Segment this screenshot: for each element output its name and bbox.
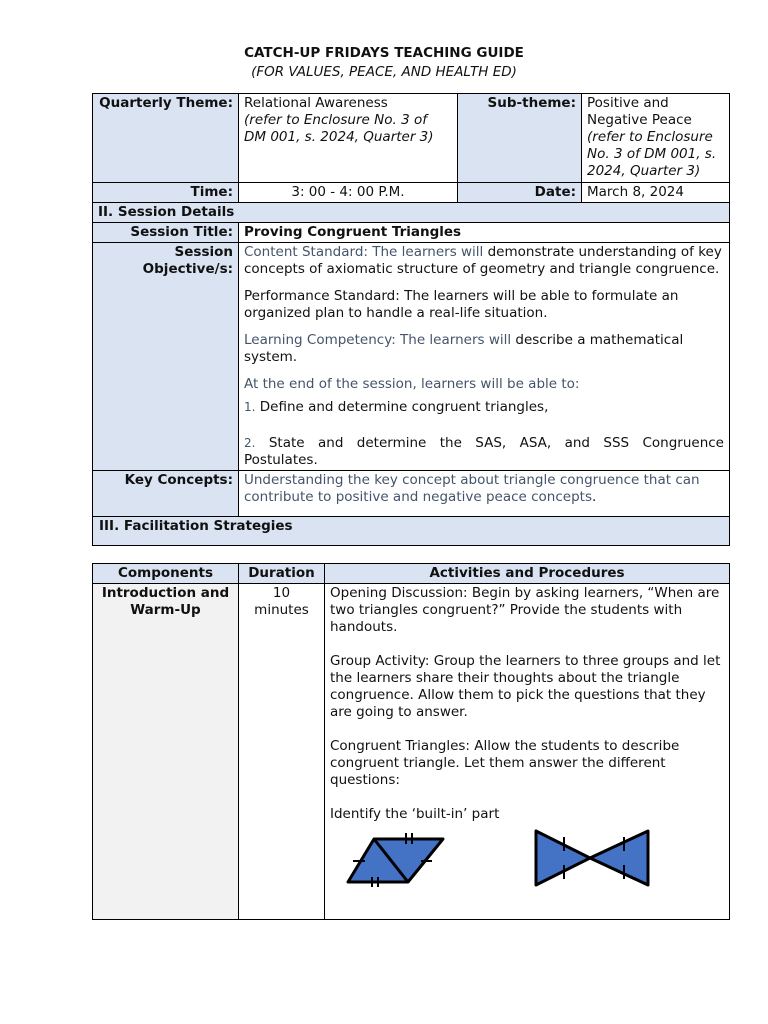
content-standard-prefix: Content Standard: The learners will bbox=[244, 244, 484, 260]
end-of-session-intro: At the end of the session, learners will be able to: bbox=[244, 376, 580, 392]
identify-built-in-part: Identify the ‘built-in’ part bbox=[330, 806, 500, 822]
intro-warmup-duration: 10 minutes bbox=[239, 584, 325, 920]
quarterly-theme-ref: (refer to Enclosure No. 3 of DM 001, s. 2024, Quarter 3) bbox=[244, 112, 434, 145]
time-value: 3: 00 - 4: 00 P.M. bbox=[239, 183, 458, 203]
objective-2-number: 2. bbox=[244, 436, 256, 450]
intro-warmup-activities bbox=[325, 584, 730, 920]
objective-item-2 bbox=[244, 435, 724, 452]
facilitation-heading: III. Facilitation Strategies bbox=[93, 517, 730, 546]
parallelogram-triangles-figure bbox=[338, 827, 478, 887]
key-concepts-value: Understanding the key concept about triangle congruence that can contribute to positive and negative peace concepts bbox=[244, 472, 700, 505]
key-concepts-cell bbox=[239, 471, 730, 517]
content-standard bbox=[244, 244, 724, 278]
session-title-value: Proving Congruent Triangles bbox=[239, 223, 730, 243]
time-label: Time: bbox=[93, 183, 239, 203]
col-header-duration: Duration bbox=[239, 564, 325, 584]
session-table bbox=[92, 93, 730, 546]
guide-subtitle: (FOR VALUES, PEACE, AND HEALTH ED) bbox=[251, 64, 517, 80]
objective-item-1 bbox=[244, 399, 724, 416]
sub-theme-value: Positive and Negative Peace bbox=[587, 95, 692, 128]
key-concepts-label: Key Concepts: bbox=[93, 471, 239, 517]
bowtie-triangles-figure bbox=[530, 825, 660, 889]
session-title-label: Session Title: bbox=[93, 223, 239, 243]
quarterly-theme-cell bbox=[239, 94, 458, 183]
session-details-heading: II. Session Details bbox=[93, 203, 730, 223]
sub-theme-label: Sub-theme: bbox=[458, 94, 582, 183]
objective-1-text: Define and determine congruent triangles, bbox=[255, 399, 549, 415]
col-header-components: Components bbox=[93, 564, 239, 584]
triangle-figures bbox=[330, 823, 724, 893]
learning-competency bbox=[244, 332, 724, 366]
group-activity: Group Activity: Group the learners to three groups and let the learners share their thoughts about the triangle congruence. Allow them to pick the questions that they are going to answer. bbox=[330, 653, 721, 720]
col-header-activities: Activities and Procedures bbox=[325, 564, 730, 584]
facilitation-table bbox=[92, 563, 730, 920]
opening-discussion: Opening Discussion: Begin by asking learners, “When are two triangles congruent?” Provide the students with handouts. bbox=[330, 585, 720, 635]
performance-standard: Performance Standard: The learners will be able to formulate an organized plan to handle a real-life situation. bbox=[244, 288, 679, 321]
sub-theme-cell bbox=[582, 94, 730, 183]
learning-competency-prefix: Learning Competency: The learners will bbox=[244, 332, 512, 348]
objective-1-number: 1. bbox=[244, 400, 256, 414]
content-standard-text: demonstrate understanding of key concepts of axiomatic structure of geometry and triangle congruence. bbox=[244, 244, 722, 277]
learning-competency-text: describe a mathematical system. bbox=[244, 332, 684, 365]
session-objectives-cell bbox=[239, 243, 730, 471]
date-value: March 8, 2024 bbox=[582, 183, 730, 203]
date-label: Date: bbox=[458, 183, 582, 203]
objective-2-text: State and determine the SAS, ASA, and SSS Congruence bbox=[255, 435, 724, 451]
intro-warmup-component: Introduction and Warm-Up bbox=[93, 584, 239, 920]
quarterly-theme-label: Quarterly Theme: bbox=[93, 94, 239, 183]
key-concepts-period: . bbox=[592, 489, 597, 505]
right-triangle-shape bbox=[590, 831, 648, 885]
objective-2-continued: Postulates. bbox=[244, 452, 318, 468]
sub-theme-ref: (refer to Enclosure No. 3 of DM 001, s. 2024, Quarter 3) bbox=[587, 129, 717, 179]
session-objectives-label: Session Objective/s: bbox=[93, 243, 239, 471]
congruent-triangles-activity: Congruent Triangles: Allow the students to describe congruent triangle. Let them answer the different questions: bbox=[330, 738, 680, 788]
guide-title: CATCH-UP FRIDAYS TEACHING GUIDE bbox=[244, 45, 524, 61]
quarterly-theme-value: Relational Awareness bbox=[244, 95, 388, 111]
